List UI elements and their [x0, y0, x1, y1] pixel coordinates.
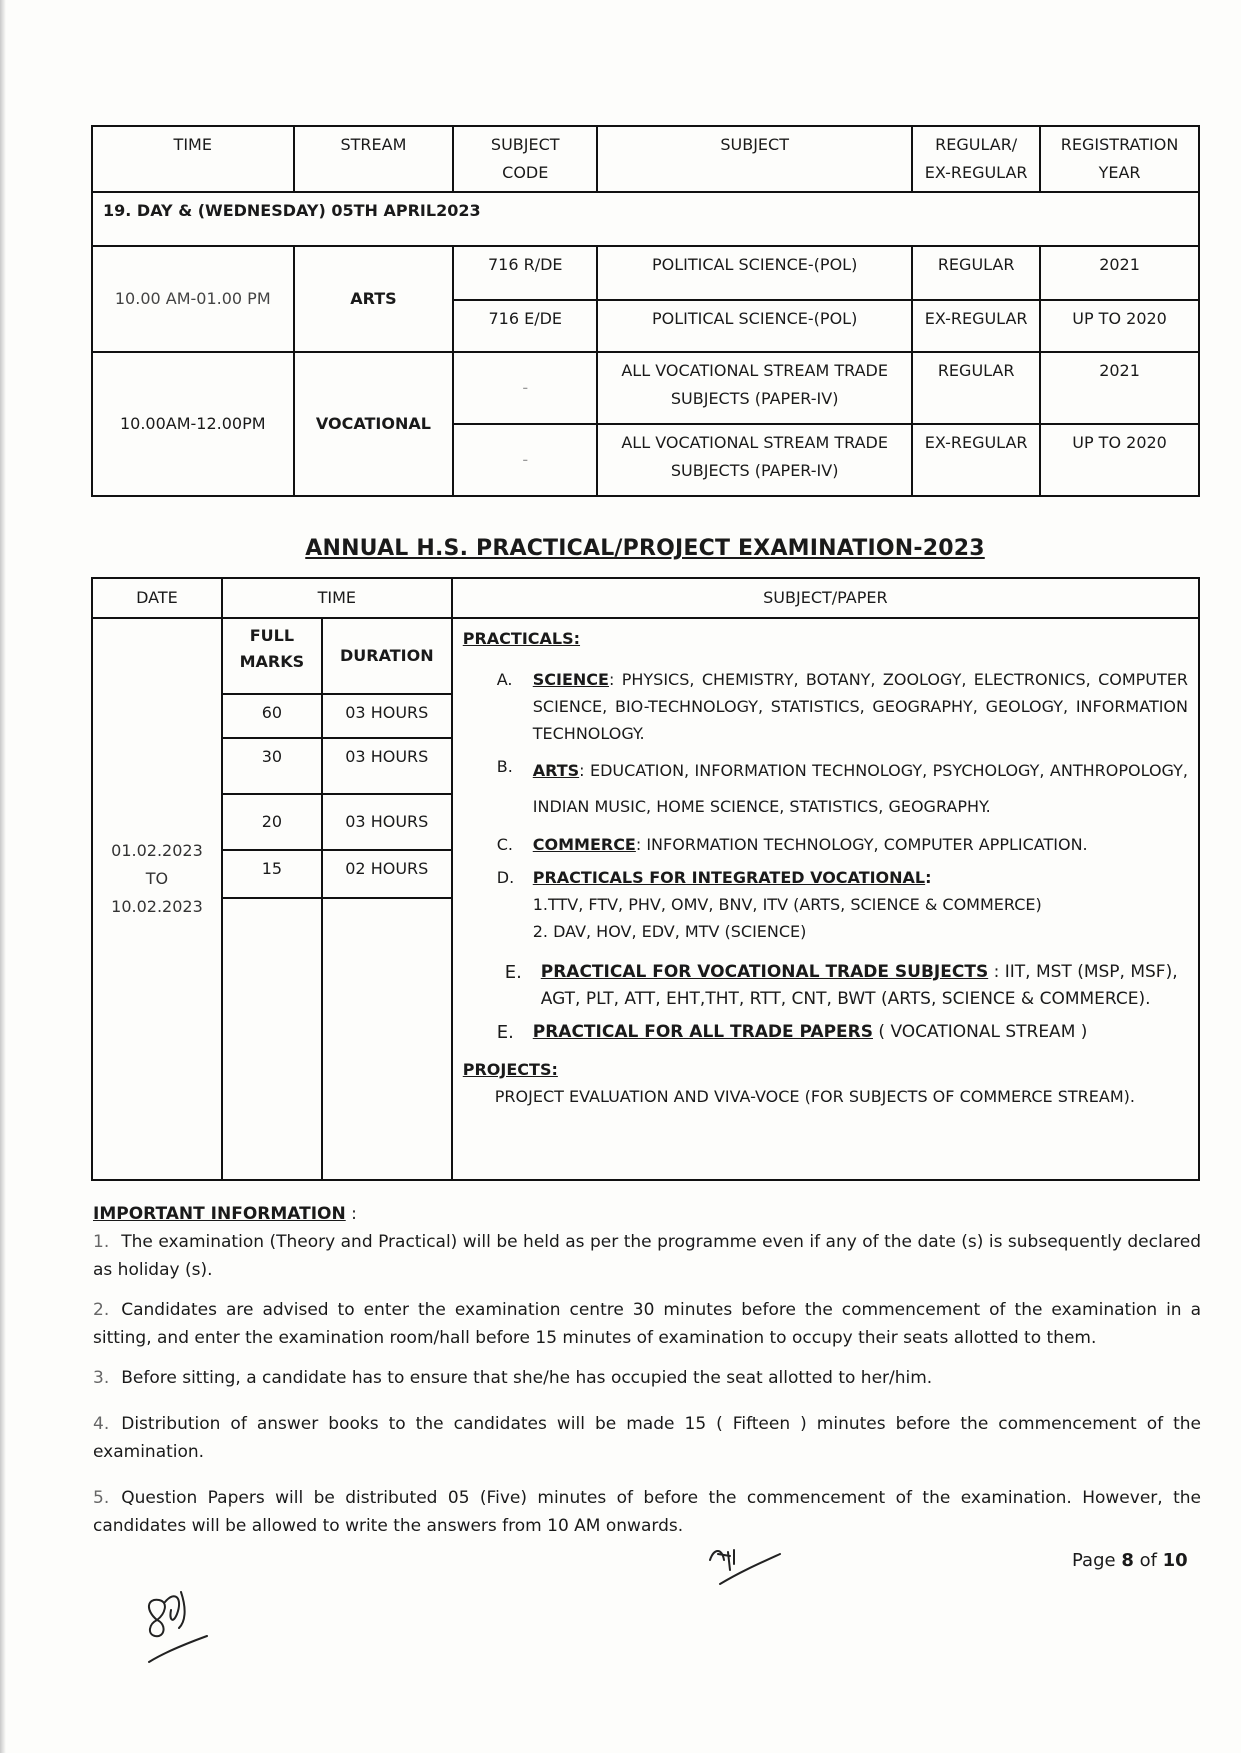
header-time: TIME: [92, 126, 294, 192]
status-cell: REGULAR: [912, 246, 1040, 300]
day-row: [92, 192, 1199, 246]
code-cell: -: [453, 352, 597, 424]
date-to: 10.02.2023: [111, 897, 203, 916]
header-subject-code: SUBJECT CODE: [453, 126, 597, 192]
duration-header: DURATION: [322, 618, 452, 694]
signature-initials-icon: [700, 1540, 790, 1600]
list-item: E. PRACTICAL FOR ALL TRADE PAPERS ( VOCATIONAL STREAM ): [496, 1022, 1088, 1043]
time-cell: 10.00 AM-01.00 PM: [92, 246, 294, 352]
page-number: Page 8 of 10: [1072, 1550, 1188, 1571]
list-item: C. COMMERCE: INFORMATION TECHNOLOGY, COMPUTER APPLICATION.: [496, 835, 1088, 854]
date-from: 01.02.2023: [111, 841, 203, 860]
subject-cell: POLITICAL SCIENCE-(POL): [597, 246, 912, 300]
marks-cell: 30: [222, 738, 322, 794]
subject-cell: ALL VOCATIONAL STREAM TRADE SUBJECTS (PAPER-IV): [597, 352, 912, 424]
table-header-row: [92, 578, 1199, 618]
list-item: A. SCIENCE: PHYSICS, CHEMISTRY, BOTANY, ZOOLOGY, ELECTRONICS, COMPUTER SCIENCE, BIO-TECHNOLOGY, STATISTICS, GEOGRAPHY, GEOLOGY, INFORMATION TECHNOLOGY.: [496, 670, 1188, 743]
marks-cell: 20: [222, 794, 322, 850]
year-cell: UP TO 2020: [1040, 300, 1199, 352]
header-subject: SUBJECT: [597, 126, 912, 192]
table-row: [92, 246, 1199, 300]
stream-cell: ARTS: [294, 246, 454, 352]
list-item: E. PRACTICAL FOR VOCATIONAL TRADE SUBJECTS : IIT, MST (MSP, MSF), AGT, PLT, ATT, EHT,THT, RTT, CNT, BWT (ARTS, SCIENCE & COMMERCE).: [504, 962, 1178, 1009]
duration-cell: 02 HOURS: [322, 850, 452, 898]
practicals-heading: PRACTICALS:: [462, 629, 581, 648]
info-point: 4. Distribution of answer books to the candidates will be made 15 ( Fifteen ) minutes before the commencement of the examination.: [93, 1414, 1201, 1462]
empty-cell: [322, 898, 452, 1180]
header-subject-paper: SUBJECT/PAPER: [452, 578, 1199, 618]
status-cell: EX-REGULAR: [912, 300, 1040, 352]
header-registration-year: REGISTRATION YEAR: [1040, 126, 1199, 192]
header-time: TIME: [222, 578, 452, 618]
header-regular: REGULAR/ EX-REGULAR: [912, 126, 1040, 192]
info-point: 5. Question Papers will be distributed 05 (Five) minutes of before the commencement of the examination. However, the candidates will be allowed to write the answers from 10 AM onwards.: [93, 1488, 1201, 1536]
info-point: 3. Before sitting, a candidate has to ensure that she/he has occupied the seat allotted to her/him.: [93, 1368, 933, 1388]
year-cell: UP TO 2020: [1040, 424, 1199, 496]
code-cell: 716 R/DE: [453, 246, 597, 300]
list-item: D. PRACTICALS FOR INTEGRATED VOCATIONAL: 1.TTV, FTV, PHV, OMV, BNV, ITV (ARTS, SCIENCE & COMMERCE) 2. DAV, HOV, EDV, MTV (SCIENCE): [496, 868, 1042, 941]
date-to-word: TO: [145, 869, 169, 888]
duration-cell: 03 HOURS: [322, 794, 452, 850]
signature-icon: [135, 1580, 225, 1680]
day-label: 19. DAY & (WEDNESDAY) 05TH APRIL2023: [92, 192, 1199, 246]
year-cell: 2021: [1040, 352, 1199, 424]
practical-schedule-table: [91, 577, 1200, 1181]
subject-cell: ALL VOCATIONAL STREAM TRADE SUBJECTS (PAPER-IV): [597, 424, 912, 496]
full-marks-header: FULL MARKS: [222, 618, 322, 694]
subject-cell: POLITICAL SCIENCE-(POL): [597, 300, 912, 352]
table-row: [92, 618, 1199, 694]
important-heading: IMPORTANT INFORMATION: [93, 1204, 346, 1224]
info-point: 1. The examination (Theory and Practical) will be held as per the programme even if any of the date (s) is subsequently declared as holiday (s).: [93, 1232, 1201, 1280]
duration-cell: 03 HOURS: [322, 694, 452, 738]
code-cell: -: [453, 424, 597, 496]
list-item: B. ARTS: EDUCATION, INFORMATION TECHNOLOGY, PSYCHOLOGY, ANTHROPOLOGY, INDIAN MUSIC, HOME SCIENCE, STATISTICS, GEOGRAPHY.: [496, 757, 1188, 816]
stream-cell: VOCATIONAL: [294, 352, 454, 496]
projects-text: PROJECT EVALUATION AND VIVA-VOCE (FOR SUBJECTS OF COMMERCE STREAM).: [494, 1087, 1135, 1106]
projects-heading: PROJECTS:: [462, 1060, 558, 1079]
important-information: IMPORTANT INFORMATION : 1. The examination (Theory and Practical) will be held as per the programme even if any of the date (s) is subsequently declared as holiday (s). 2. Candidates are advised to enter the examination centre 30 minutes before the commencement of the examination in a sitting, and enter the examination room/hall before 15 minutes of examination to occupy their seats allotted to them. 3. Before sitting, a candidate has to ensure that she/he has occupied the seat allotted to her/him. 4. Distribution of answer books to the candidates will be made 15 ( Fifteen ) minutes before the commencement of the examination. 5. Question Papers will be distributed 05 (Five) minutes of before the commencement of the examination. However, the candidates will be allowed to write the answers from 10 AM onwards.: [93, 1200, 1201, 1540]
marks-cell: 15: [222, 850, 322, 898]
date-cell: [92, 618, 222, 1180]
time-cell: 10.00AM-12.00PM: [92, 352, 294, 496]
subject-paper-cell: [452, 618, 1199, 1180]
practical-exam-title: ANNUAL H.S. PRACTICAL/PROJECT EXAMINATION-2023: [305, 536, 985, 561]
header-date: DATE: [92, 578, 222, 618]
theory-schedule-table: [91, 125, 1200, 497]
table-header-row: [92, 126, 1199, 192]
status-cell: EX-REGULAR: [912, 424, 1040, 496]
code-cell: 716 E/DE: [453, 300, 597, 352]
duration-cell: 03 HOURS: [322, 738, 452, 794]
year-cell: 2021: [1040, 246, 1199, 300]
marks-cell: 60: [222, 694, 322, 738]
info-point: 2. Candidates are advised to enter the examination centre 30 minutes before the commencement of the examination in a sitting, and enter the examination room/hall before 15 minutes of examination to occupy their seats allotted to them.: [93, 1300, 1201, 1348]
scan-edge-shadow: [0, 0, 6, 1753]
table-row: [92, 352, 1199, 424]
empty-cell: [222, 898, 322, 1180]
status-cell: REGULAR: [912, 352, 1040, 424]
header-stream: STREAM: [294, 126, 454, 192]
